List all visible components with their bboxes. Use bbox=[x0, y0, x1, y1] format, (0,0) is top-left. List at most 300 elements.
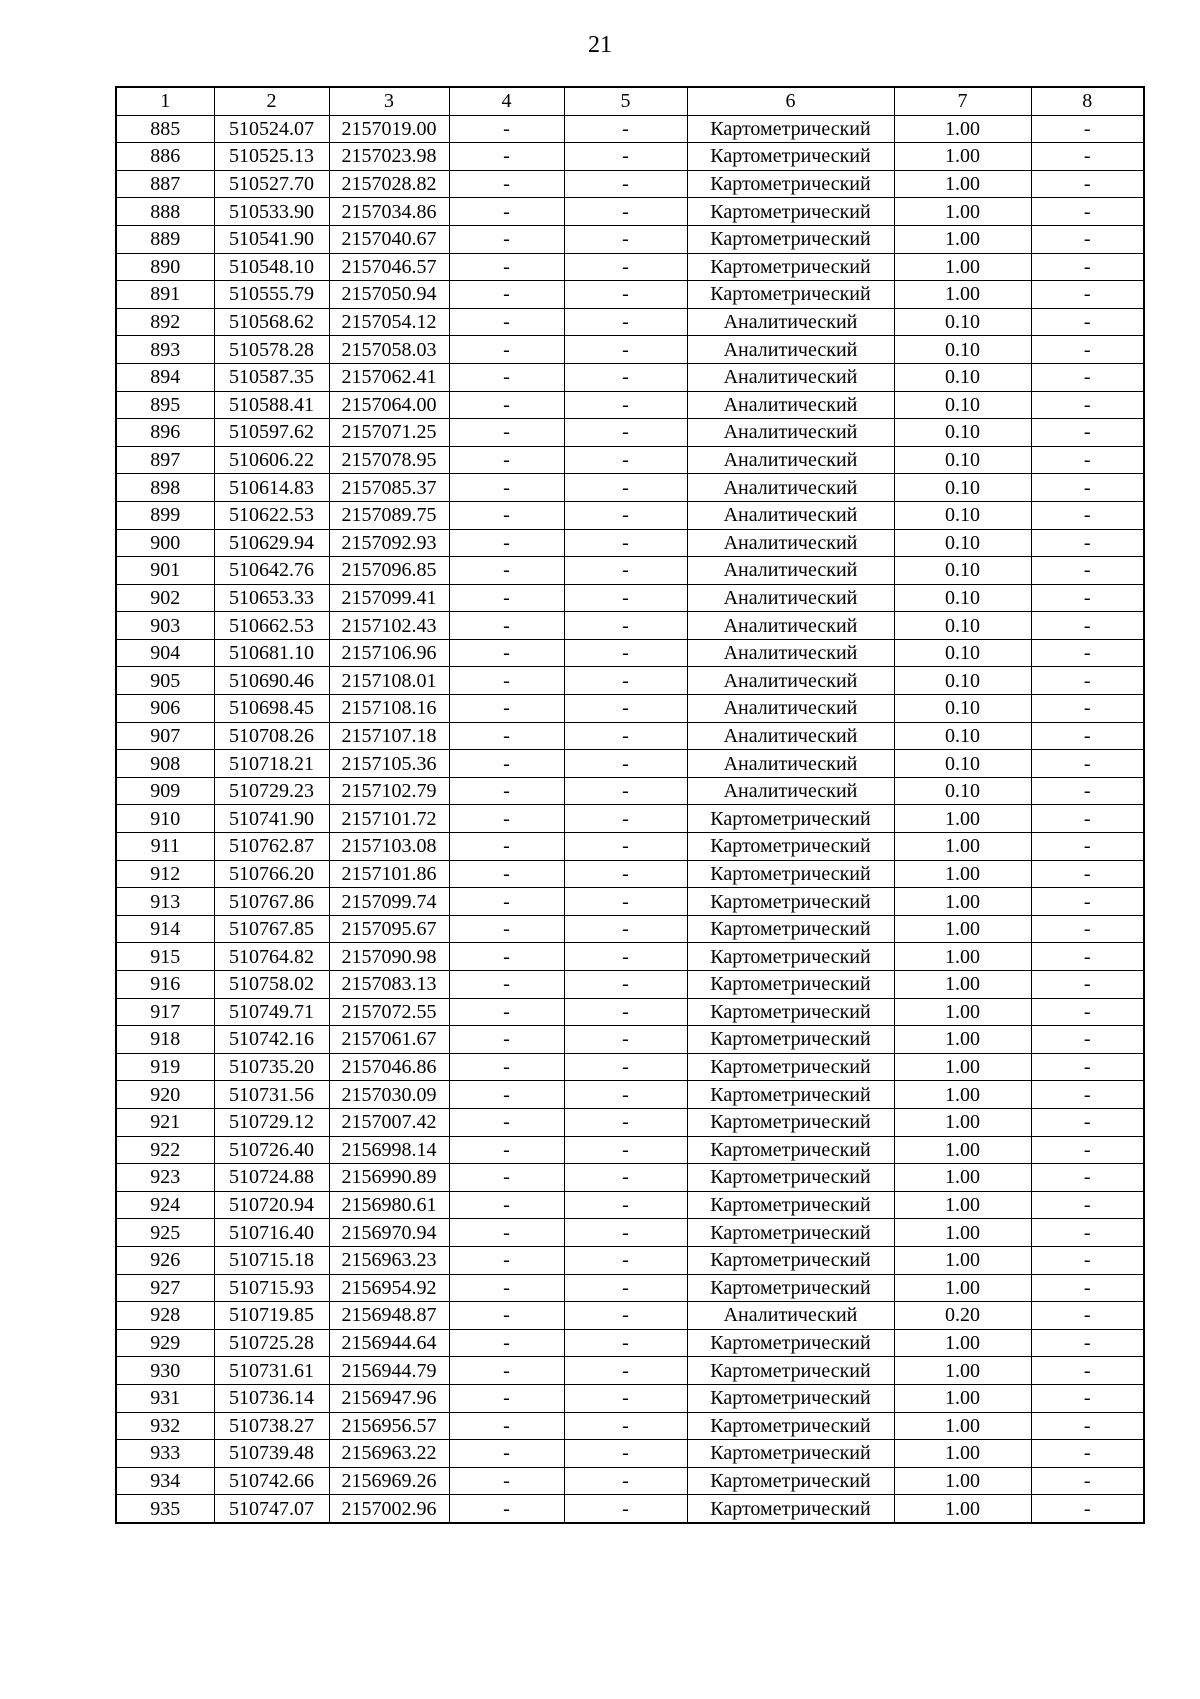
table-row bbox=[116, 1219, 1144, 1247]
table-row bbox=[116, 1357, 1144, 1385]
table-cell: 1.00 bbox=[894, 915, 1031, 943]
table-cell: - bbox=[449, 198, 564, 226]
coordinates-table bbox=[115, 86, 1145, 1524]
table-cell: - bbox=[564, 750, 687, 778]
table-cell: 510736.14 bbox=[214, 1384, 329, 1412]
table-cell: - bbox=[449, 336, 564, 364]
table-cell: - bbox=[449, 1026, 564, 1054]
column-header: 2 bbox=[214, 87, 329, 115]
table-cell: 2157046.57 bbox=[329, 253, 449, 281]
table-cell: Картометрический bbox=[687, 1329, 894, 1357]
table-cell: 1.00 bbox=[894, 1191, 1031, 1219]
table-cell: - bbox=[1031, 915, 1144, 943]
table-cell: 2157030.09 bbox=[329, 1081, 449, 1109]
table-cell: - bbox=[564, 639, 687, 667]
table-cell: - bbox=[1031, 1412, 1144, 1440]
table-row bbox=[116, 1246, 1144, 1274]
table-cell: 912 bbox=[116, 860, 214, 888]
table-cell: - bbox=[564, 1357, 687, 1385]
table-cell: 510742.16 bbox=[214, 1026, 329, 1054]
table-cell: 2157102.43 bbox=[329, 612, 449, 640]
table-cell: - bbox=[564, 281, 687, 309]
table-cell: 2156947.96 bbox=[329, 1384, 449, 1412]
table-cell: 1.00 bbox=[894, 1329, 1031, 1357]
table-cell: - bbox=[564, 115, 687, 143]
table-cell: 1.00 bbox=[894, 1136, 1031, 1164]
table-cell: - bbox=[1031, 971, 1144, 999]
table-cell: - bbox=[1031, 198, 1144, 226]
table-cell: 510555.79 bbox=[214, 281, 329, 309]
table-cell: - bbox=[564, 1440, 687, 1468]
table-cell: - bbox=[1031, 639, 1144, 667]
table-cell: 0.10 bbox=[894, 667, 1031, 695]
table-cell: - bbox=[449, 971, 564, 999]
table-cell: - bbox=[449, 1053, 564, 1081]
table-cell: - bbox=[564, 1329, 687, 1357]
table-cell: 0.10 bbox=[894, 695, 1031, 723]
table-cell: - bbox=[564, 501, 687, 529]
table-cell: - bbox=[564, 143, 687, 171]
table-cell: Картометрический bbox=[687, 198, 894, 226]
table-cell: 931 bbox=[116, 1384, 214, 1412]
table-cell: - bbox=[1031, 225, 1144, 253]
table-row bbox=[116, 860, 1144, 888]
table-cell: - bbox=[1031, 667, 1144, 695]
table-cell: 900 bbox=[116, 529, 214, 557]
table-cell: 2157101.86 bbox=[329, 860, 449, 888]
table-row bbox=[116, 915, 1144, 943]
table-cell: 1.00 bbox=[894, 805, 1031, 833]
table-cell: - bbox=[564, 253, 687, 281]
table-cell: - bbox=[564, 888, 687, 916]
table-cell: Аналитический bbox=[687, 336, 894, 364]
table-cell: 510735.20 bbox=[214, 1053, 329, 1081]
table-cell: - bbox=[564, 170, 687, 198]
table-cell: 510762.87 bbox=[214, 833, 329, 861]
table-cell: - bbox=[1031, 805, 1144, 833]
table-row bbox=[116, 363, 1144, 391]
table-cell: 914 bbox=[116, 915, 214, 943]
table-cell: 1.00 bbox=[894, 971, 1031, 999]
table-cell: Картометрический bbox=[687, 1026, 894, 1054]
table-row bbox=[116, 971, 1144, 999]
table-cell: - bbox=[1031, 833, 1144, 861]
table-cell: 2157046.86 bbox=[329, 1053, 449, 1081]
table-cell: - bbox=[449, 1219, 564, 1247]
table-row bbox=[116, 143, 1144, 171]
table-cell: - bbox=[1031, 474, 1144, 502]
table-cell: 510720.94 bbox=[214, 1191, 329, 1219]
table-cell: Картометрический bbox=[687, 115, 894, 143]
table-cell: 2157099.74 bbox=[329, 888, 449, 916]
table-cell: 510708.26 bbox=[214, 722, 329, 750]
table-cell: - bbox=[564, 1384, 687, 1412]
table-cell: - bbox=[449, 501, 564, 529]
table-cell: 898 bbox=[116, 474, 214, 502]
table-cell: 2157089.75 bbox=[329, 501, 449, 529]
table-cell: 2157023.98 bbox=[329, 143, 449, 171]
table-cell: - bbox=[449, 363, 564, 391]
table-row bbox=[116, 1495, 1144, 1523]
table-cell: Аналитический bbox=[687, 612, 894, 640]
table-cell: - bbox=[564, 557, 687, 585]
table-cell: 510653.33 bbox=[214, 584, 329, 612]
table-body bbox=[116, 115, 1144, 1523]
table-cell: 2156990.89 bbox=[329, 1164, 449, 1192]
table-row bbox=[116, 1026, 1144, 1054]
table-header bbox=[116, 87, 1144, 115]
table-cell: - bbox=[449, 1164, 564, 1192]
table-cell: 1.00 bbox=[894, 1412, 1031, 1440]
table-cell: - bbox=[564, 529, 687, 557]
table-row bbox=[116, 1384, 1144, 1412]
table-cell: - bbox=[449, 943, 564, 971]
table-cell: 1.00 bbox=[894, 1081, 1031, 1109]
table-cell: Картометрический bbox=[687, 943, 894, 971]
table-row bbox=[116, 1274, 1144, 1302]
table-cell: - bbox=[1031, 170, 1144, 198]
table-cell: 2157102.79 bbox=[329, 777, 449, 805]
table-cell: 930 bbox=[116, 1357, 214, 1385]
table-cell: 923 bbox=[116, 1164, 214, 1192]
table-cell: Картометрический bbox=[687, 1357, 894, 1385]
table-cell: - bbox=[449, 777, 564, 805]
table-cell: - bbox=[1031, 501, 1144, 529]
table-cell: 932 bbox=[116, 1412, 214, 1440]
table-cell: - bbox=[449, 308, 564, 336]
table-cell: 0.10 bbox=[894, 639, 1031, 667]
table-cell: - bbox=[449, 391, 564, 419]
table-cell: 510690.46 bbox=[214, 667, 329, 695]
table-cell: 0.10 bbox=[894, 308, 1031, 336]
table-cell: 920 bbox=[116, 1081, 214, 1109]
table-cell: 902 bbox=[116, 584, 214, 612]
table-cell: Картометрический bbox=[687, 225, 894, 253]
table-cell: 1.00 bbox=[894, 1026, 1031, 1054]
table-cell: - bbox=[564, 833, 687, 861]
table-cell: 913 bbox=[116, 888, 214, 916]
table-cell: 0.10 bbox=[894, 584, 1031, 612]
table-row bbox=[116, 1108, 1144, 1136]
table-cell: 510715.18 bbox=[214, 1246, 329, 1274]
table-cell: - bbox=[449, 281, 564, 309]
table-cell: - bbox=[1031, 777, 1144, 805]
table-cell: 2157071.25 bbox=[329, 419, 449, 447]
table-cell: 510729.12 bbox=[214, 1108, 329, 1136]
table-cell: - bbox=[1031, 722, 1144, 750]
table-cell: 891 bbox=[116, 281, 214, 309]
table-cell: - bbox=[1031, 1384, 1144, 1412]
table-cell: - bbox=[1031, 336, 1144, 364]
table-cell: 510764.82 bbox=[214, 943, 329, 971]
table-cell: 2156963.23 bbox=[329, 1246, 449, 1274]
table-cell: - bbox=[449, 860, 564, 888]
table-cell: 892 bbox=[116, 308, 214, 336]
table-cell: 0.10 bbox=[894, 557, 1031, 585]
table-cell: - bbox=[564, 1053, 687, 1081]
table-cell: - bbox=[449, 1302, 564, 1330]
table-row bbox=[116, 253, 1144, 281]
table-cell: - bbox=[449, 805, 564, 833]
table-cell: - bbox=[564, 419, 687, 447]
table-cell: - bbox=[1031, 1053, 1144, 1081]
table-cell: 2156954.92 bbox=[329, 1274, 449, 1302]
table-cell: - bbox=[1031, 281, 1144, 309]
table-cell: Аналитический bbox=[687, 695, 894, 723]
table-row bbox=[116, 281, 1144, 309]
table-cell: - bbox=[1031, 888, 1144, 916]
table-cell: - bbox=[1031, 1357, 1144, 1385]
table-cell: 510606.22 bbox=[214, 446, 329, 474]
table-cell: - bbox=[1031, 253, 1144, 281]
table-cell: - bbox=[449, 446, 564, 474]
table-cell: 1.00 bbox=[894, 1384, 1031, 1412]
table-cell: 922 bbox=[116, 1136, 214, 1164]
table-cell: 1.00 bbox=[894, 225, 1031, 253]
table-cell: Картометрический bbox=[687, 1081, 894, 1109]
table-cell: 895 bbox=[116, 391, 214, 419]
table-cell: - bbox=[449, 253, 564, 281]
table-cell: Картометрический bbox=[687, 1191, 894, 1219]
table-cell: 2157101.72 bbox=[329, 805, 449, 833]
table-row bbox=[116, 446, 1144, 474]
column-header: 7 bbox=[894, 87, 1031, 115]
table-cell: - bbox=[449, 529, 564, 557]
table-cell: Картометрический bbox=[687, 1467, 894, 1495]
table-cell: 896 bbox=[116, 419, 214, 447]
table-cell: 1.00 bbox=[894, 1246, 1031, 1274]
table-cell: Аналитический bbox=[687, 777, 894, 805]
table-cell: - bbox=[1031, 1302, 1144, 1330]
table-cell: 0.10 bbox=[894, 501, 1031, 529]
table-cell: - bbox=[564, 1136, 687, 1164]
table-cell: Аналитический bbox=[687, 750, 894, 778]
table-row bbox=[116, 115, 1144, 143]
table-cell: 1.00 bbox=[894, 943, 1031, 971]
table-cell: 510726.40 bbox=[214, 1136, 329, 1164]
table-cell: 1.00 bbox=[894, 170, 1031, 198]
table-cell: 510622.53 bbox=[214, 501, 329, 529]
table-cell: 911 bbox=[116, 833, 214, 861]
table-cell: 2157078.95 bbox=[329, 446, 449, 474]
table-cell: 1.00 bbox=[894, 860, 1031, 888]
table-cell: Картометрический bbox=[687, 143, 894, 171]
table-cell: 0.10 bbox=[894, 446, 1031, 474]
table-cell: 1.00 bbox=[894, 281, 1031, 309]
table-cell: 888 bbox=[116, 198, 214, 226]
table-row bbox=[116, 888, 1144, 916]
table-cell: Картометрический bbox=[687, 1053, 894, 1081]
table-cell: - bbox=[1031, 1026, 1144, 1054]
table-cell: 889 bbox=[116, 225, 214, 253]
table-cell: - bbox=[1031, 1108, 1144, 1136]
table-cell: - bbox=[564, 474, 687, 502]
table-cell: - bbox=[449, 1081, 564, 1109]
table-cell: - bbox=[564, 1026, 687, 1054]
table-cell: Картометрический bbox=[687, 1495, 894, 1523]
table-cell: - bbox=[1031, 1467, 1144, 1495]
table-cell: - bbox=[564, 1495, 687, 1523]
table-cell: Картометрический bbox=[687, 1412, 894, 1440]
table-cell: - bbox=[564, 198, 687, 226]
table-cell: 510741.90 bbox=[214, 805, 329, 833]
table-cell: 909 bbox=[116, 777, 214, 805]
table-cell: 0.10 bbox=[894, 391, 1031, 419]
table-cell: 2157095.67 bbox=[329, 915, 449, 943]
table-row bbox=[116, 225, 1144, 253]
table-cell: - bbox=[1031, 584, 1144, 612]
table-cell: - bbox=[564, 998, 687, 1026]
table-cell: 905 bbox=[116, 667, 214, 695]
table-cell: 2157105.36 bbox=[329, 750, 449, 778]
table-cell: 2157085.37 bbox=[329, 474, 449, 502]
table-cell: 885 bbox=[116, 115, 214, 143]
table-cell: 510541.90 bbox=[214, 225, 329, 253]
table-cell: Картометрический bbox=[687, 1246, 894, 1274]
column-header: 8 bbox=[1031, 87, 1144, 115]
table-cell: - bbox=[449, 1467, 564, 1495]
table-cell: - bbox=[449, 1108, 564, 1136]
table-cell: - bbox=[449, 1136, 564, 1164]
table-cell: Аналитический bbox=[687, 446, 894, 474]
table-row bbox=[116, 1191, 1144, 1219]
table-row bbox=[116, 336, 1144, 364]
table-cell: 2156944.64 bbox=[329, 1329, 449, 1357]
table-cell: - bbox=[1031, 143, 1144, 171]
table-cell: 897 bbox=[116, 446, 214, 474]
table-row bbox=[116, 943, 1144, 971]
table-cell: 510766.20 bbox=[214, 860, 329, 888]
table-cell: Аналитический bbox=[687, 1302, 894, 1330]
column-header: 5 bbox=[564, 87, 687, 115]
table-cell: 1.00 bbox=[894, 1053, 1031, 1081]
table-cell: - bbox=[1031, 363, 1144, 391]
table-cell: 907 bbox=[116, 722, 214, 750]
table-cell: Аналитический bbox=[687, 419, 894, 447]
table-cell: - bbox=[564, 612, 687, 640]
table-cell: Аналитический bbox=[687, 501, 894, 529]
table-cell: Аналитический bbox=[687, 363, 894, 391]
table-cell: - bbox=[449, 1246, 564, 1274]
table-cell: - bbox=[564, 971, 687, 999]
table-cell: Картометрический bbox=[687, 1219, 894, 1247]
table-cell: - bbox=[1031, 612, 1144, 640]
table-cell: - bbox=[564, 1081, 687, 1109]
table-cell: 510642.76 bbox=[214, 557, 329, 585]
table-cell: Картометрический bbox=[687, 170, 894, 198]
column-header: 4 bbox=[449, 87, 564, 115]
table-cell: - bbox=[1031, 998, 1144, 1026]
table-cell: - bbox=[1031, 446, 1144, 474]
table-row bbox=[116, 584, 1144, 612]
table-cell: - bbox=[449, 750, 564, 778]
table-cell: - bbox=[1031, 1191, 1144, 1219]
table-cell: - bbox=[1031, 1440, 1144, 1468]
table-cell: Картометрический bbox=[687, 1440, 894, 1468]
table-cell: 2157108.16 bbox=[329, 695, 449, 723]
table-cell: Аналитический bbox=[687, 584, 894, 612]
table-row bbox=[116, 833, 1144, 861]
table-cell: 0.10 bbox=[894, 474, 1031, 502]
table-cell: 510767.86 bbox=[214, 888, 329, 916]
table-cell: 893 bbox=[116, 336, 214, 364]
table-cell: 510533.90 bbox=[214, 198, 329, 226]
table-cell: 924 bbox=[116, 1191, 214, 1219]
table-cell: - bbox=[449, 557, 564, 585]
table-cell: 510698.45 bbox=[214, 695, 329, 723]
table-cell: 0.10 bbox=[894, 612, 1031, 640]
table-cell: 1.00 bbox=[894, 998, 1031, 1026]
table-row bbox=[116, 391, 1144, 419]
table-cell: 2157054.12 bbox=[329, 308, 449, 336]
table-cell: 925 bbox=[116, 1219, 214, 1247]
table-cell: Картометрический bbox=[687, 915, 894, 943]
table-cell: 2157040.67 bbox=[329, 225, 449, 253]
table-cell: 2157062.41 bbox=[329, 363, 449, 391]
table-cell: Картометрический bbox=[687, 805, 894, 833]
table-cell: 2157096.85 bbox=[329, 557, 449, 585]
table-cell: 2157058.03 bbox=[329, 336, 449, 364]
table-cell: - bbox=[449, 170, 564, 198]
table-cell: - bbox=[564, 446, 687, 474]
table-cell: - bbox=[564, 777, 687, 805]
table-cell: 934 bbox=[116, 1467, 214, 1495]
table-cell: - bbox=[1031, 1136, 1144, 1164]
table-cell: 510718.21 bbox=[214, 750, 329, 778]
table-cell: 1.00 bbox=[894, 888, 1031, 916]
table-cell: Картометрический bbox=[687, 833, 894, 861]
table-cell: 915 bbox=[116, 943, 214, 971]
table-cell: 510568.62 bbox=[214, 308, 329, 336]
table-cell: - bbox=[1031, 860, 1144, 888]
table-cell: Аналитический bbox=[687, 474, 894, 502]
column-header: 1 bbox=[116, 87, 214, 115]
table-row bbox=[116, 1053, 1144, 1081]
table-cell: - bbox=[449, 1329, 564, 1357]
table-cell: 2157072.55 bbox=[329, 998, 449, 1026]
table-cell: Картометрический bbox=[687, 1108, 894, 1136]
table-cell: - bbox=[1031, 1246, 1144, 1274]
table-cell: - bbox=[449, 474, 564, 502]
table-cell: Картометрический bbox=[687, 1136, 894, 1164]
table-cell: 510527.70 bbox=[214, 170, 329, 198]
table-cell: - bbox=[449, 722, 564, 750]
table-cell: 2157034.86 bbox=[329, 198, 449, 226]
table-cell: - bbox=[564, 1274, 687, 1302]
table-cell: 510548.10 bbox=[214, 253, 329, 281]
table-cell: - bbox=[564, 336, 687, 364]
table-cell: - bbox=[1031, 750, 1144, 778]
table-cell: - bbox=[449, 225, 564, 253]
table-cell: - bbox=[1031, 529, 1144, 557]
table-cell: - bbox=[1031, 391, 1144, 419]
table-cell: 919 bbox=[116, 1053, 214, 1081]
table-cell: 1.00 bbox=[894, 1164, 1031, 1192]
table-cell: 0.10 bbox=[894, 722, 1031, 750]
table-cell: Аналитический bbox=[687, 529, 894, 557]
table-cell: - bbox=[1031, 557, 1144, 585]
table-row bbox=[116, 612, 1144, 640]
table-cell: - bbox=[449, 1191, 564, 1219]
table-cell: 510738.27 bbox=[214, 1412, 329, 1440]
table-cell: 2157107.18 bbox=[329, 722, 449, 750]
table-cell: 916 bbox=[116, 971, 214, 999]
table-cell: - bbox=[564, 308, 687, 336]
table-cell: 933 bbox=[116, 1440, 214, 1468]
table-cell: 917 bbox=[116, 998, 214, 1026]
table-cell: 510525.13 bbox=[214, 143, 329, 171]
table-cell: - bbox=[449, 1495, 564, 1523]
